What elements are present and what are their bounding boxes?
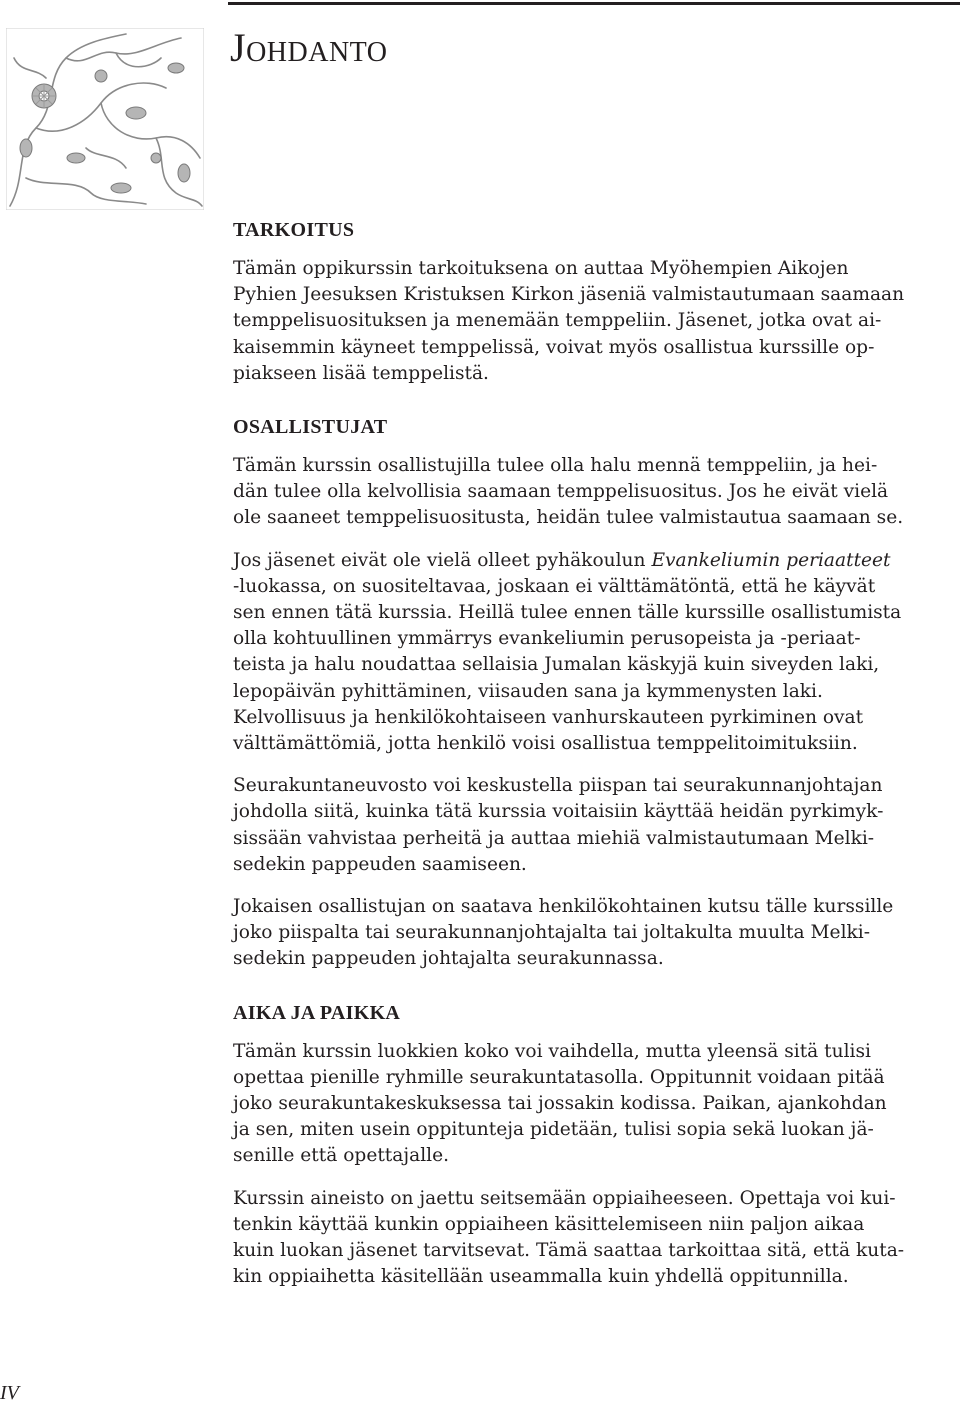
text-line: Tämän kurssin luokkien koko voi vaihdella, mutta yleensä sitä tulisi [233, 1040, 871, 1062]
paragraph-osallistujat-1 [233, 453, 955, 532]
text-line: -luokassa, on suositeltavaa, joskaan ei välttämätöntä, että he käyvät [233, 575, 876, 597]
text-line: Seurakuntaneuvosto voi keskustella piispan tai seurakunnanjohtajan [233, 775, 883, 797]
text-line: ole saaneet temppelisuositusta, heidän tulee valmistautua saamaan se. [233, 507, 904, 529]
paragraph-tarkoitus [233, 256, 955, 387]
text-line: teista ja halu noudattaa sellaisia Jumalan käskyjä kuin siveyden laki, [233, 654, 880, 676]
text-line: välttämättömiä, jotta henkilö voisi osallistua temppelitoimituksiin. [233, 733, 858, 755]
page-number: IV [0, 1382, 19, 1404]
text-line: temppelisuosituksen ja menemään temppeliin. Jäsenet, jotka ovat ai- [233, 310, 882, 332]
paragraph-osallistujat-3 [233, 773, 955, 878]
text-line: opettaa pienille ryhmille seurakuntatasolla. Oppitunnit voidaan pitää [233, 1066, 885, 1088]
text-line: kaisemmin käyneet temppelissä, voivat myös osallistua kurssille op- [233, 336, 875, 358]
paragraph-osallistujat-2 [233, 548, 955, 758]
paragraph-osallistujat-4 [233, 894, 955, 973]
text-line: sedekin pappeuden saamiseen. [233, 853, 527, 875]
section-heading-tarkoitus: TARKOITUS [233, 219, 355, 241]
text-line: sedekin pappeuden johtajalta seurakunnassa. [233, 948, 664, 970]
text-line: Pyhien Jeesuksen Kristuksen Kirkon jäseniä valmistautumaan saamaan [233, 284, 905, 306]
text-line: Kurssin aineisto on jaettu seitsemään oppiaiheeseen. Opettaja voi kui- [233, 1187, 896, 1209]
paragraph-aika-ja-paikka-2 [233, 1186, 955, 1291]
text-line: kuin luokan jäsenet tarvitsevat. Tämä saattaa tarkoittaa sitä, että kuta- [233, 1240, 905, 1262]
text-line: lepopäivän pyhittäminen, viisauden sana ja kymmenysten laki. [233, 680, 823, 702]
text-line: olla kohtuullinen ymmärrys evankeliumin perusopeista ja -periaat- [233, 628, 861, 650]
main-content [233, 216, 955, 1307]
text-line: joko piispalta tai seurakunnanjohtajalta tai joltakulta muulta Melki- [233, 922, 871, 944]
text-line: Kelvollisuus ja henkilökohtaiseen vanhurskauteen pyrkiminen ovat [233, 706, 864, 728]
text-line: sen ennen tätä kurssia. Heillä tulee ennen tälle kurssille osallistumista [233, 602, 902, 624]
section-heading-osallistujat: OSALLISTUJAT [233, 416, 388, 439]
page-title: Johdanto [230, 25, 388, 70]
text-line: senille että opettajalle. [233, 1145, 450, 1167]
text-line: Jokaisen osallistujan on saatava henkilökohtainen kutsu tälle kurssille [233, 896, 894, 918]
text-line: Tämän oppikurssin tarkoituksena on auttaa Myöhempien Aikojen [233, 258, 849, 279]
text-line: joko seurakuntakeskuksessa tai jossakin kodissa. Paikan, ajankohdan [233, 1093, 887, 1115]
text-line: Tämän kurssin osallistujilla tulee olla halu mennä temppeliin, ja hei- [233, 455, 878, 477]
text-line: johdolla siitä, kuinka tätä kurssia voitaisiin käyttää heidän pyrkimyk- [233, 801, 884, 823]
floral-ornament-icon [6, 28, 204, 210]
section-heading-aika-ja-paikka: AIKA JA PAIKKA [233, 1001, 401, 1024]
course-title-italic: Evankeliumin periaatteet [651, 549, 891, 571]
text-line: dän tulee olla kelvollisia saamaan temppelisuositus. Jos he eivät vielä [233, 481, 889, 503]
text-line: tenkin käyttää kunkin oppiaiheen käsittelemiseen niin paljon aikaa [233, 1213, 865, 1235]
text-line: sissään vahvistaa perheitä ja auttaa miehiä valmistautumaan Melki- [233, 827, 875, 849]
text-line [233, 548, 955, 574]
text-segment: Jos jäsenet eivät ole vielä olleet pyhäkoulun [233, 549, 652, 571]
text-line: ja sen, miten usein oppitunteja pidetään, tulisi sopia sekä luokan jä- [233, 1119, 874, 1141]
text-line: kin oppiaihetta käsitellään useammalla kuin yhdellä oppitunnilla. [233, 1266, 849, 1288]
paragraph-aika-ja-paikka-1 [233, 1039, 955, 1170]
text-line: piakseen lisää temppelistä. [233, 362, 489, 384]
header-rule [228, 2, 960, 5]
